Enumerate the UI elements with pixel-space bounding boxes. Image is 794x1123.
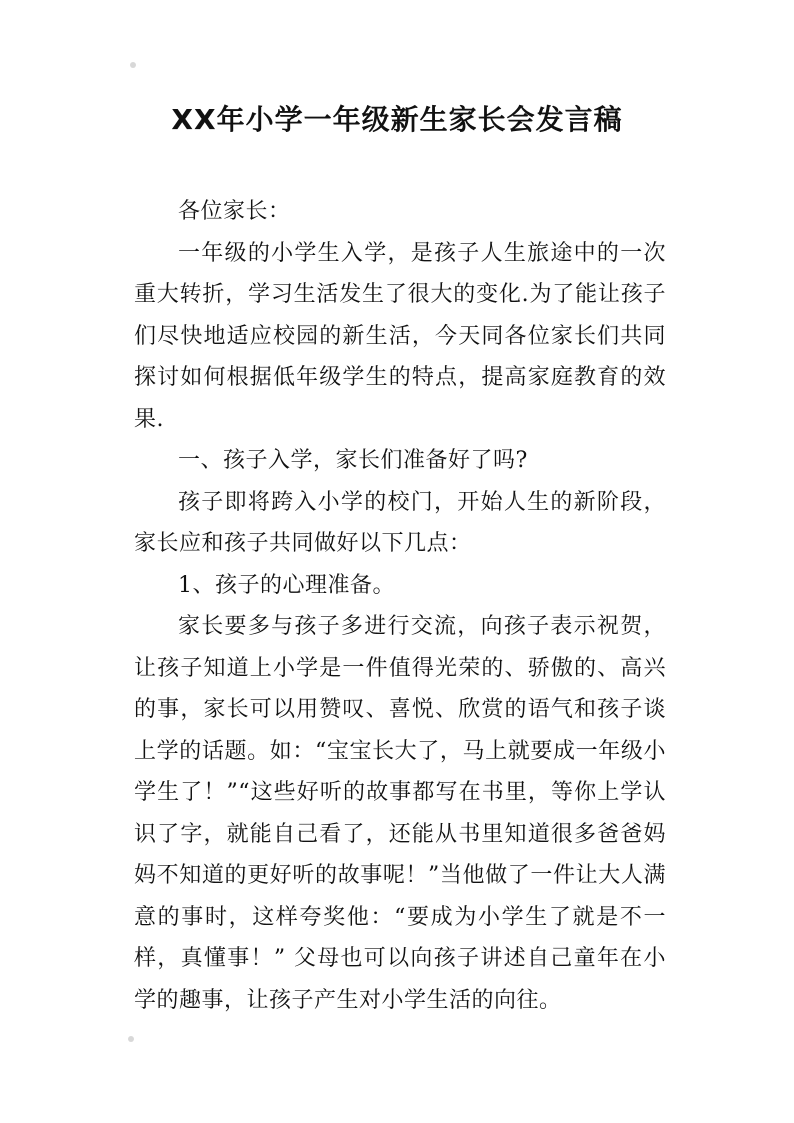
intro-paragraph: 一年级的小学生入学，是孩子人生旅途中的一次重大转折，学习生活发生了很大的变化.为了能让孩子们尽快地适应校园的新生活，今天同各位家长们共同探讨如何根据低年级学生的特点，提高家庭教育的效果. — [134, 240, 666, 432]
section-paragraph: 孩子即将跨入小学的校门，开始人生的新阶段，家长应和孩子共同做好以下几点： — [134, 489, 666, 556]
section-heading: 一、孩子入学，家长们准备好了吗? — [178, 448, 528, 473]
salutation: 各位家长： — [178, 199, 291, 224]
page-title: XX年小学一年级新生家长会发言稿 — [171, 103, 623, 136]
corner-mark-bottom — [128, 1036, 134, 1042]
subsection-heading: 1、孩子的心理准备。 — [178, 572, 395, 598]
corner-mark-top — [130, 62, 136, 68]
document-body — [134, 191, 666, 1021]
subsection-paragraph: 家长要多与孩子多进行交流，向孩子表示祝贺，让孩子知道上小学是一件值得光荣的、骄傲的、高兴的事，家长可以用赞叹、喜悦、欣赏的语气和孩子谈上学的话题。如：“宝宝长大了，马上就要成一年级小学生了！”“这些好听的故事都写在书里，等你上学认识了字，就能自己看了，还能从书里知道很多爸爸妈妈不知道的更好听的故事呢！”当他做了一件让大人满意的事时，这样夸奖他：“要成为小学生了就是不一样，真懂事！” 父母也可以向孩子讲述自己童年在小学的趣事，让孩子产生对小学生活的向往。 — [134, 614, 666, 1013]
